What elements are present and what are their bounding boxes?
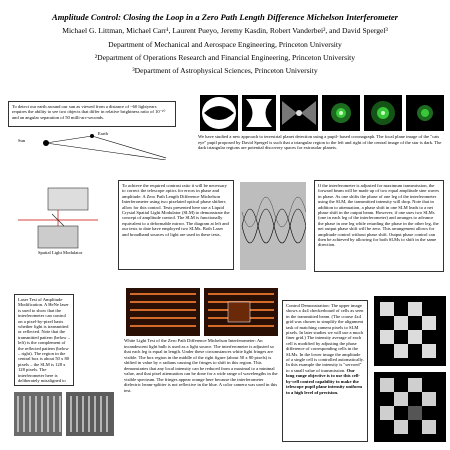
- coronagraph-figure-row: [198, 95, 446, 160]
- affiliation-3: ³Department of Astrophysical Sciences, Princeton University: [132, 66, 318, 75]
- slm-bottom: [38, 226, 78, 248]
- laser-test-box: [14, 294, 74, 386]
- interferometer-svg: [8, 180, 108, 270]
- sine-wave-svg: [240, 182, 306, 270]
- interferometer-diagram: [8, 180, 108, 270]
- poster-title: Amplitude Control: Closing the Loop in a Zero Path Length Difference Michelson Interferometer: [52, 12, 398, 22]
- checkerboard-images: [374, 296, 446, 442]
- earth-label: Earth: [98, 131, 108, 136]
- affiliation-2: ²Department of Operations Research and Financial Engineering, Princeton University: [94, 53, 356, 62]
- sine-wave-figure: [240, 182, 306, 270]
- affiliation-1: Department of Mechanical and Aerospace Engineering, Princeton University: [108, 40, 342, 49]
- sun-earth-svg: [16, 130, 166, 160]
- laser-fringe-svg: [14, 392, 114, 438]
- checkerboard-svg: [374, 296, 446, 442]
- sun-label: Sun: [18, 138, 26, 143]
- interferometer-text: If the interferometer is adjusted for maximum transmission, the forward beam will be made up of two equal amplitude sine waves in phase. As one shifts the phase of one leg of the interferometer using the SLM, the transmitted intensity will drop. Note that in addition to attenuation, a phase shift in one SLM leads to a net phase shift in the output beam. However, if one uses two SLMs (one in each leg of the interferometer) and arranges to advance the phase in one leg while retarding the phase in the other leg, the net output phase shift will be zero. This arrangement allows for amplitude control without phase shift. Output phase control can then be achieved by allowing for both SLMs to shift in the same direction.: [318, 183, 440, 248]
- control-demo-bold: Our long range objective is to use this cell-by-cell control capability to make the telescope pupil plane intensity uniform to a high level of precision.: [286, 367, 363, 395]
- laser-fringe-images: [14, 392, 114, 438]
- control-demo-text: Control Demonstration: The upper image shows a 4x4 checkerboard of cells as seen in the transmitted beam. (The coarse 4x4 grid was chosen to simplify the alignment task of matching camera pixels to SLM pixels. In later studies we will use a much finer grid.) The intensity average of each cell is modified by adjusting the phase difference of corresponding cells in the SLMs. In the lower image the amplitude of a single cell is controlled automatically. In this example the intensity is "servoed" to a small value of transmission.: [286, 303, 364, 373]
- control-demo-box: [282, 300, 368, 442]
- slm-top: [48, 188, 88, 210]
- laser-test-text: Laser Test of Amplitude Modification. A HeNe laser is used to show that the interferometer can control on a pixel-by-pixel basis whether light is transmitted or reflected. Note that the transmitted pattern (below – left) is the complement of the reflected pattern (below – right). The region in the central box is about 50 x 80 pixels – the SLM is 128 x 128 pixels. The interferometer here is deliberately misaligned to show fringes.: [18, 297, 70, 386]
- intro-text: To detect our earth around our sun as viewed from a distance of ~60 lightyears requires the ability to see two objects that differ in relative brightness ratio of 10⁻¹⁰ and an angular separation of 50 milli-arc-seconds.: [12, 104, 166, 120]
- white-light-caption: White Light Test of the Zero Path Difference Michelson Interferometer: An incandescent light bulb is used as a light source. The interferometer is adjusted so that each leg is equal in length. Under these circumstances white light fringes are visible. The box region in the middle of the right figure (about 50 x 80 pixels) is shifted in value by π radians causing the fringes to shift in this region. This demonstrates that any local intensity can be reduced from a maximal to a minimal value, and that pixel attenuation can be done for a wide range of wavelengths in the visible spectrum. The fringes appear orange here because the interferometer dielectric beam-splitter is not reflective in the blue. A color camera was used in this test.: [124, 338, 278, 393]
- approach-text: To achieve the required contrast ratio it will be necessary to correct the telescope optics for errors in phase and amplitude. A Zero Path Length Difference Michelson Interferometer using two pixelated optical phase shifters allow for this control. Tests presented here use a Liquid Crystal Spatial Light Modulator (SLM) to demonstrate the concept of amplitude control. The SLM is functionally equivalent to a deformable mirror. The diagram at left and our tests to date have employed two SLMs. Both Laser and broadband sources of light are used in these tests.: [122, 183, 230, 237]
- white-light-left: [126, 288, 200, 336]
- coronagraph-caption: We have studied a new approach to terrestrial planet detection using a pupil- based coronagraph. The focal plane image of the "cats eye" pupil proposed by David Spergel is such that a triangular region to the left and right of the central image of the star is dark. The dark triangular regions are potential discovery spaces for extrasolar planets.: [198, 134, 442, 150]
- white-light-images: [124, 288, 280, 336]
- interferometer-text-box: [314, 180, 444, 272]
- slm-label: Spatial Light Modulator: [38, 250, 83, 255]
- transmitted-pattern: [14, 392, 62, 436]
- separation-line: [46, 136, 92, 143]
- white-light-svg: [124, 288, 280, 336]
- author-list: Michael G. Littman, Michael Carr¹, Laurent Pueyo, Jeremy Kasdin, Robert Vanderbei², and David Spergel³: [62, 26, 388, 35]
- sun-earth-diagram: [16, 130, 166, 160]
- intro-text-box: [8, 101, 176, 127]
- approach-text-box: [118, 180, 234, 270]
- servoed-cell: [408, 406, 422, 420]
